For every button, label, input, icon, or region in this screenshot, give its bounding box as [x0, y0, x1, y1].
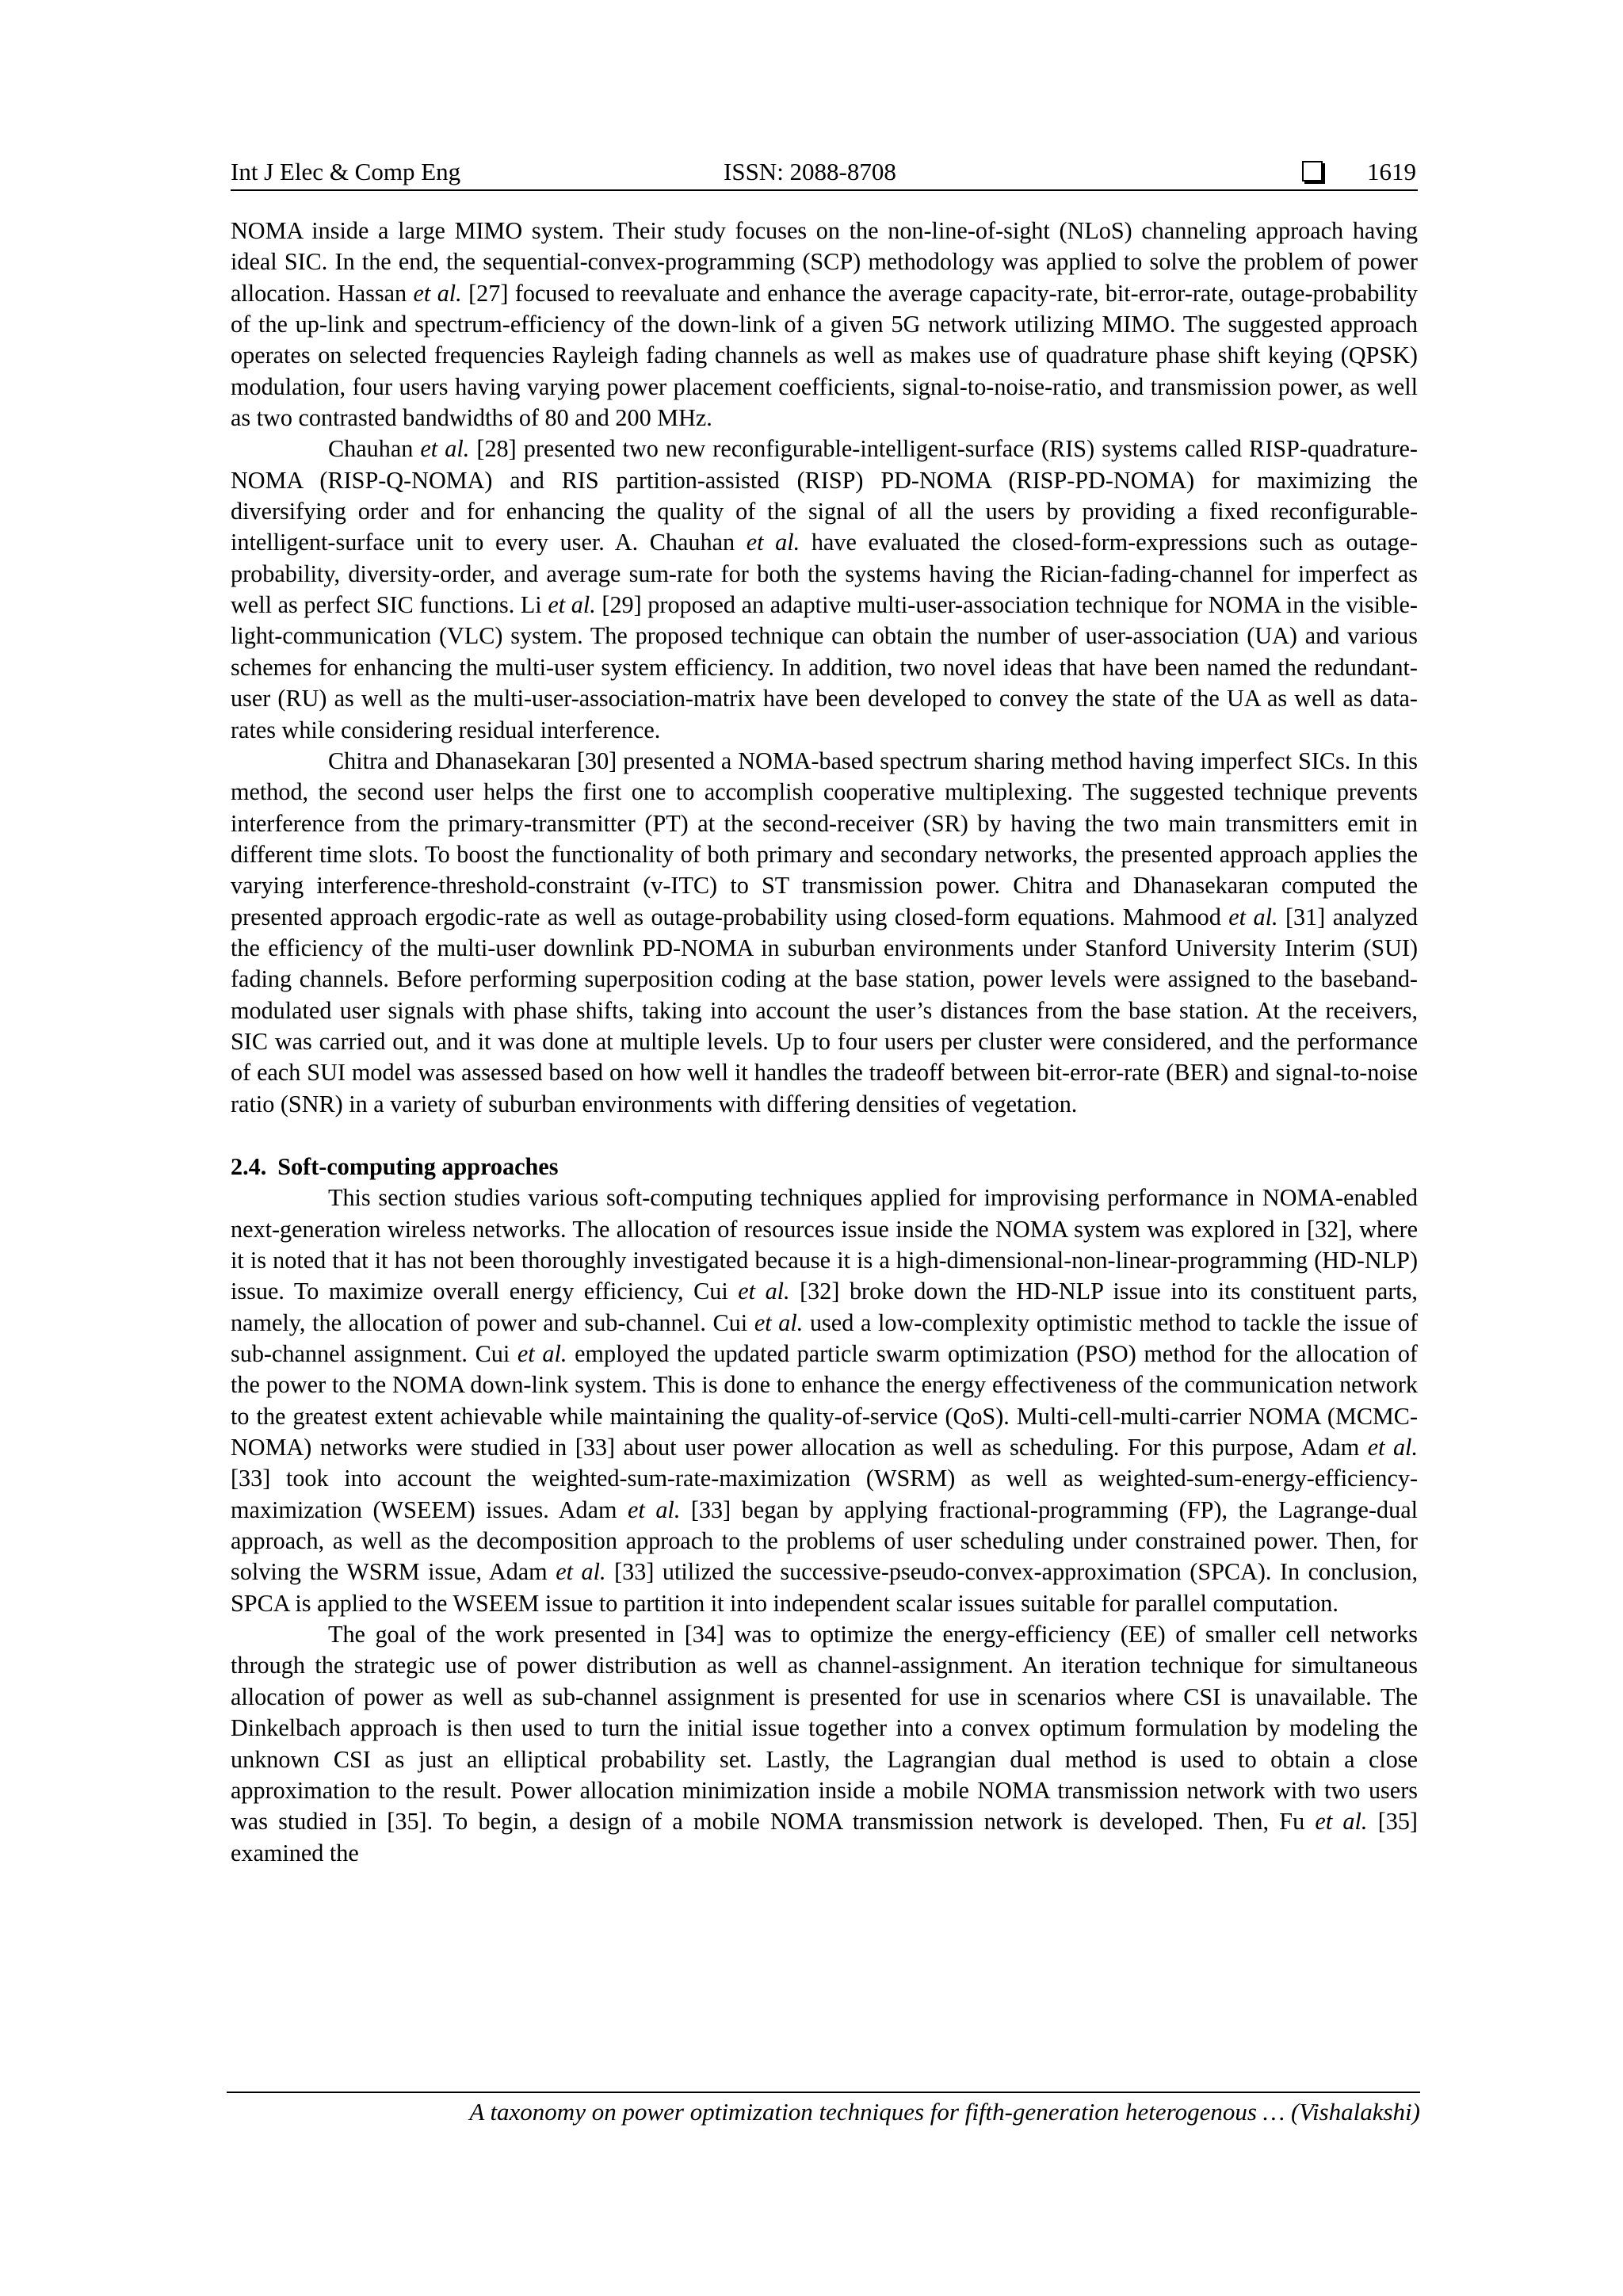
section-number: 2.4. — [231, 1152, 267, 1180]
text-run: [29] proposed an adaptive multi-user-association technique for NOMA in the visible-light-communication (VLC) system. The proposed technique can obtain the number of user-association (UA) and various schemes for enhancing the multi-user system efficiency. In addition, two novel ideas that have been named the redundant-user (RU) as well as the multi-user-association-matrix have been developed to convey the state of the UA as well as data-rates while considering residual interference. — [231, 591, 1418, 743]
text-run: [31] analyzed the efficiency of the multi-user downlink PD-NOMA in suburban environments under Stanford University Interim (SUI) fading channels. Before performing superposition coding at the base station, power levels were assigned to the baseband-modulated user signals with phase shifts, taking into account the user’s distances from the base station. At the receivers, SIC was carried out, and it was done at multiple levels. Up to four users per cluster were considered, and the performance of each SUI model was assessed based on how well it handles the tradeoff between bit-error-rate (BER) and signal-to-noise ratio (SNR) in a variety of suburban environments with differing densities of vegetation. — [231, 903, 1418, 1117]
text-run: [33] took into account the weighted-sum-rate-maximization (WSRM) as well as weighted-sum-energy-efficiency-maximization (WSEEM) issues. Adam — [231, 1465, 1418, 1523]
text-run: [33] utilized the successive-pseudo-convex-approximation (SPCA). In conclusion, SPCA is applied to the WSEEM issue to partition it into independent scalar issues suitable for parallel computation. — [231, 1558, 1418, 1617]
italic-run: et al. — [1228, 903, 1278, 930]
italic-run: et al. — [413, 279, 462, 307]
page-number: 1619 — [1367, 158, 1416, 185]
text-run: employed the updated particle swarm optimization (PSO) method for the allocation of the power to the NOMA down-link system. This is done to enhance the energy effectiveness of the communication network to the greatest extent achievable while maintaining the quality-of-service (QoS). Multi-cell-multi-carrier NOMA (MCMC-NOMA) networks were studied in [33] about user power allocation as well as scheduling. For this purpose, Adam — [231, 1340, 1418, 1461]
section-heading — [231, 1152, 1418, 1182]
text-run: [28] presented two new reconfigurable-intelligent-surface (RIS) systems called RISP-quadrature-NOMA (RISP-Q-NOMA) and RIS partition-assisted (RISP) PD-NOMA (RISP-PD-NOMA) for maximizing the diversifying order and for enhancing the quality of the signal of all the users by providing a fixed reconfigurable-intelligent-surface unit to every user. A. Chauhan — [231, 435, 1418, 556]
article-body — [231, 216, 1418, 1869]
italic-run: et al. — [628, 1496, 681, 1523]
italic-run: et al. — [556, 1558, 606, 1586]
text-run: [32] broke down the HD-NLP issue into its constituent parts, namely, the allocation of power and sub-channel. Cui — [231, 1278, 1418, 1336]
italic-run: et al. — [738, 1278, 790, 1305]
square-bullet-icon — [1302, 161, 1323, 181]
body-paragraph — [231, 434, 1418, 745]
body-paragraph — [231, 1182, 1418, 1619]
italic-run: et al. — [420, 435, 470, 463]
body-paragraph — [231, 216, 1418, 434]
section-title: Soft-computing approaches — [277, 1152, 559, 1180]
body-paragraph — [231, 746, 1418, 1120]
italic-run: et al. — [517, 1340, 567, 1368]
footer-title: A taxonomy on power optimization techniques for fifth-generation heterogenous … (Vishalakshi) — [469, 2098, 1420, 2126]
text-run: [27] focused to reevaluate and enhance the average capacity-rate, bit-error-rate, outage-probability of the up-link and spectrum-efficiency of the down-link of a given 5G network utilizing MIMO. The suggested approach operates on selected frequencies Rayleigh fading channels as well as makes use of quadrature phase shift keying (QPSK) modulation, four users having varying power placement coefficients, signal-to-noise-ratio, and transmission power, as well as two contrasted bandwidths of 80 and 200 MHz. — [231, 279, 1418, 432]
text-run: Chauhan — [328, 435, 421, 463]
text-run: Chitra and Dhanasekaran [30] presented a NOMA-based spectrum sharing method having imperfect SICs. In this method, the second user helps the first one to accomplish cooperative multiplexing. The suggested technique prevents interference from the primary-transmitter (PT) at the second-receiver (SR) by having the two main transmitters emit in different time slots. To boost the functionality of both primary and secondary networks, the presented approach applies the varying interference-threshold-constraint (v-ITC) to ST transmission power. Chitra and Dhanasekaran computed the presented approach ergodic-rate as well as outage-probability using closed-form equations. Mahmood — [231, 747, 1418, 930]
running-header — [231, 156, 1418, 191]
italic-run: et al. — [1315, 1808, 1368, 1836]
text-run: [33] began by applying fractional-programming (FP), the Lagrange-dual approach, as well as the decomposition approach to the problems of user scheduling under constrained power. Then, for solving the WSRM issue, Adam — [231, 1496, 1418, 1586]
page-number-block — [1302, 156, 1416, 188]
journal-name: Int J Elec & Comp Eng — [231, 158, 461, 185]
issn: ISSN: 2088-8708 — [724, 158, 896, 185]
text-run: [35] examined the — [231, 1808, 1418, 1866]
text-run: NOMA inside a large MIMO system. Their study focuses on the non-line-of-sight (NLoS) channeling approach having ideal SIC. In the end, the sequential-convex-programming (SCP) methodology was applied to solve the problem of power allocation. Hassan — [231, 217, 1418, 307]
text-run: The goal of the work presented in [34] was to optimize the energy-efficiency (EE) of smaller cell networks through the strategic use of power distribution as well as channel-assignment. An iteration technique for simultaneous allocation of power as well as sub-channel assignment is presented for use in scenarios where CSI is unavailable. The Dinkelbach approach is then used to turn the initial issue together into a convex optimum formulation by modeling the unknown CSI as just an elliptical probability set. Lastly, the Lagrangian dual method is used to obtain a close approximation to the result. Power allocation minimization inside a mobile NOMA transmission network with two users was studied in [35]. To begin, a design of a mobile NOMA transmission network is developed. Then, Fu — [231, 1621, 1418, 1836]
italic-run: et al. — [746, 529, 800, 556]
running-footer — [227, 2092, 1420, 2128]
text-run: This section studies various soft-computing techniques applied for improvising performance in NOMA-enabled next-generation wireless networks. The allocation of resources issue inside the NOMA system was explored in [32], where it is noted that it has not been thoroughly investigated because it is a high-dimensional-non-linear-programming (HD-NLP) issue. To maximize overall energy efficiency, Cui — [231, 1184, 1418, 1305]
body-paragraph — [231, 1619, 1418, 1869]
italic-run: et al. — [754, 1308, 804, 1336]
italic-run: et al. — [548, 591, 596, 619]
text-run: have evaluated the closed-form-expressions such as outage-probability, diversity-order, and average sum-rate for both the systems having the Rician-fading-channel for imperfect as well as perfect SIC functions. Li — [231, 529, 1418, 619]
text-run: used a low-complexity optimistic method to tackle the issue of sub-channel assignment. Cui — [231, 1308, 1419, 1368]
italic-run: et al. — [1367, 1434, 1418, 1461]
